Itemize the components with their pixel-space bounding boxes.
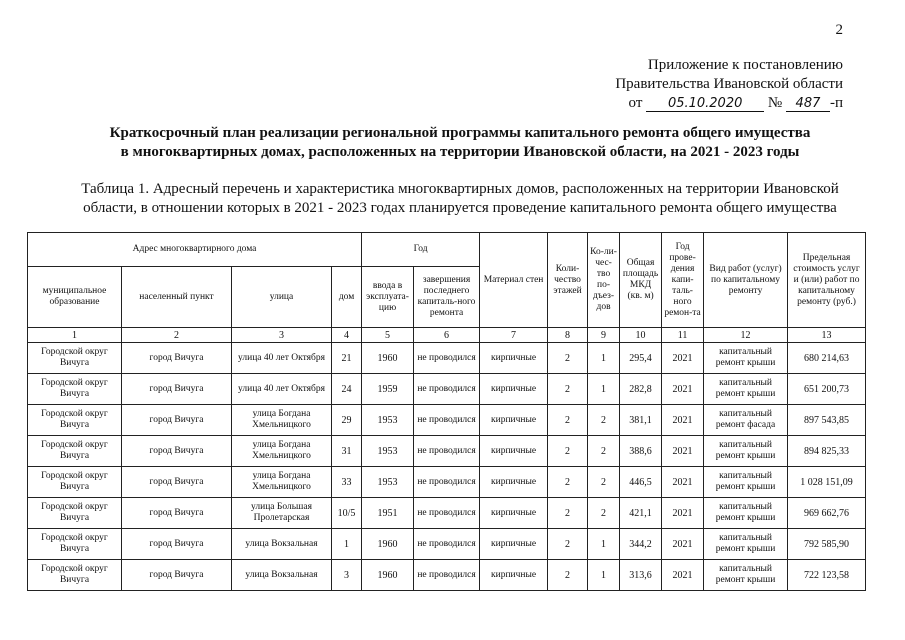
cell-work-type: капитальный ремонт крыши	[704, 467, 788, 498]
cell-settlement: город Вичуга	[122, 560, 232, 591]
table-caption-line-1: Таблица 1. Адресный перечень и характеристика многоквартирных домов, расположенных на территории Ивановской	[81, 181, 839, 197]
header-year-commission: ввода в эксплуата-цию	[362, 267, 414, 328]
table-row	[28, 467, 866, 498]
cell-cost: 969 662,76	[788, 498, 866, 529]
appendix-suffix: -п	[829, 95, 843, 111]
cell-last-repair: не проводился	[414, 498, 480, 529]
cell-municipality: Городской округ Вичуга	[28, 436, 122, 467]
header-work-type: Вид работ (услуг) по капитальному ремонту	[704, 233, 788, 328]
column-number: 6	[414, 328, 480, 343]
cell-area: 381,1	[620, 405, 662, 436]
cell-area: 313,6	[620, 560, 662, 591]
buildings-table	[27, 232, 866, 591]
cell-cost: 722 123,58	[788, 560, 866, 591]
cell-municipality: Городской округ Вичуга	[28, 498, 122, 529]
table-row	[28, 374, 866, 405]
header-area: Общая площадь МКД (кв. м)	[620, 233, 662, 328]
column-number: 11	[662, 328, 704, 343]
cell-work-type: капитальный ремонт крыши	[704, 374, 788, 405]
cell-wall-material: кирпичные	[480, 374, 548, 405]
cell-floors: 2	[548, 498, 588, 529]
cell-house: 29	[332, 405, 362, 436]
header-cost: Предельная стоимость услуг и (или) работ по капитальному ремонту (руб.)	[788, 233, 866, 328]
cell-repair-year: 2021	[662, 467, 704, 498]
appendix-number: 487	[786, 96, 830, 112]
cell-work-type: капитальный ремонт крыши	[704, 436, 788, 467]
cell-last-repair: не проводился	[414, 405, 480, 436]
column-number: 5	[362, 328, 414, 343]
cell-settlement: город Вичуга	[122, 405, 232, 436]
cell-area: 446,5	[620, 467, 662, 498]
document-title-line-2: в многоквартирных домах, расположенных на территории Ивановской области, на 2021 - 2023 годы	[120, 144, 800, 160]
cell-last-repair: не проводился	[414, 436, 480, 467]
column-number: 12	[704, 328, 788, 343]
cell-entrances: 2	[588, 467, 620, 498]
cell-floors: 2	[548, 529, 588, 560]
column-number: 8	[548, 328, 588, 343]
cell-street: улица 40 лет Октября	[232, 343, 332, 374]
cell-area: 344,2	[620, 529, 662, 560]
cell-floors: 2	[548, 436, 588, 467]
cell-house: 33	[332, 467, 362, 498]
cell-settlement: город Вичуга	[122, 467, 232, 498]
page-number: 2	[835, 22, 843, 38]
cell-settlement: город Вичуга	[122, 436, 232, 467]
cell-area: 295,4	[620, 343, 662, 374]
cell-floors: 2	[548, 467, 588, 498]
cell-street: улица Вокзальная	[232, 560, 332, 591]
appendix-date-line	[513, 94, 843, 113]
cell-work-type: капитальный ремонт крыши	[704, 560, 788, 591]
cell-floors: 2	[548, 560, 588, 591]
column-number: 7	[480, 328, 548, 343]
header-municipality: муниципальное образование	[28, 267, 122, 328]
cell-wall-material: кирпичные	[480, 405, 548, 436]
cell-wall-material: кирпичные	[480, 498, 548, 529]
cell-municipality: Городской округ Вичуга	[28, 374, 122, 405]
cell-year-commission: 1953	[362, 405, 414, 436]
cell-entrances: 1	[588, 560, 620, 591]
cell-house: 3	[332, 560, 362, 591]
appendix-date: 05.10.2020	[646, 96, 764, 112]
table-row	[28, 405, 866, 436]
table-caption	[60, 180, 860, 218]
header-wall-material: Материал стен	[480, 233, 548, 328]
header-house: дом	[332, 267, 362, 328]
cell-wall-material: кирпичные	[480, 560, 548, 591]
cell-work-type: капитальный ремонт крыши	[704, 343, 788, 374]
cell-last-repair: не проводился	[414, 374, 480, 405]
header-repair-year: Год прове-дения капи-таль-ного ремон-та	[662, 233, 704, 328]
cell-repair-year: 2021	[662, 343, 704, 374]
document-title-line-1: Краткосрочный план реализации региональной программы капитального ремонта общего имущества	[109, 125, 811, 141]
cell-cost: 680 214,63	[788, 343, 866, 374]
cell-entrances: 2	[588, 498, 620, 529]
cell-work-type: капитальный ремонт крыши	[704, 498, 788, 529]
cell-entrances: 1	[588, 529, 620, 560]
cell-wall-material: кирпичные	[480, 436, 548, 467]
cell-house: 10/5	[332, 498, 362, 529]
cell-last-repair: не проводился	[414, 343, 480, 374]
cell-settlement: город Вичуга	[122, 374, 232, 405]
cell-year-commission: 1959	[362, 374, 414, 405]
cell-cost: 897 543,85	[788, 405, 866, 436]
cell-settlement: город Вичуга	[122, 529, 232, 560]
cell-year-commission: 1960	[362, 343, 414, 374]
appendix-from-label: от	[628, 95, 643, 111]
cell-floors: 2	[548, 374, 588, 405]
cell-street: улица 40 лет Октября	[232, 374, 332, 405]
appendix-line-1: Приложение к постановлению	[647, 57, 843, 73]
cell-repair-year: 2021	[662, 560, 704, 591]
cell-municipality: Городской округ Вичуга	[28, 343, 122, 374]
cell-settlement: город Вичуга	[122, 498, 232, 529]
header-street: улица	[232, 267, 332, 328]
header-year-last-repair: завершения последнего капиталь-ного ремонта	[414, 267, 480, 328]
column-number: 3	[232, 328, 332, 343]
header-entrances: Ко-ли-чес-тво по-дъез-дов	[588, 233, 620, 328]
appendix-line-2: Правительства Ивановской области	[615, 76, 843, 92]
cell-year-commission: 1953	[362, 436, 414, 467]
cell-settlement: город Вичуга	[122, 343, 232, 374]
cell-area: 388,6	[620, 436, 662, 467]
cell-street: улица Богдана Хмельницкого	[232, 405, 332, 436]
cell-house: 31	[332, 436, 362, 467]
cell-cost: 651 200,73	[788, 374, 866, 405]
column-number: 2	[122, 328, 232, 343]
cell-work-type: капитальный ремонт крыши	[704, 529, 788, 560]
cell-street: улица Вокзальная	[232, 529, 332, 560]
cell-repair-year: 2021	[662, 436, 704, 467]
column-number: 13	[788, 328, 866, 343]
cell-cost: 894 825,33	[788, 436, 866, 467]
cell-area: 421,1	[620, 498, 662, 529]
cell-last-repair: не проводился	[414, 467, 480, 498]
table-row	[28, 343, 866, 374]
column-number: 10	[620, 328, 662, 343]
column-number: 4	[332, 328, 362, 343]
cell-floors: 2	[548, 405, 588, 436]
cell-year-commission: 1960	[362, 529, 414, 560]
cell-street: улица Богдана Хмельницкого	[232, 436, 332, 467]
cell-entrances: 2	[588, 436, 620, 467]
cell-entrances: 2	[588, 405, 620, 436]
cell-last-repair: не проводился	[414, 529, 480, 560]
cell-entrances: 1	[588, 374, 620, 405]
cell-municipality: Городской округ Вичуга	[28, 467, 122, 498]
column-number: 1	[28, 328, 122, 343]
cell-street: улица Богдана Хмельницкого	[232, 467, 332, 498]
cell-municipality: Городской округ Вичуга	[28, 560, 122, 591]
cell-wall-material: кирпичные	[480, 467, 548, 498]
header-settlement: населенный пункт	[122, 267, 232, 328]
cell-wall-material: кирпичные	[480, 343, 548, 374]
cell-municipality: Городской округ Вичуга	[28, 529, 122, 560]
cell-repair-year: 2021	[662, 529, 704, 560]
appendix-block	[513, 56, 843, 113]
cell-repair-year: 2021	[662, 405, 704, 436]
cell-year-commission: 1960	[362, 560, 414, 591]
cell-cost: 792 585,90	[788, 529, 866, 560]
cell-last-repair: не проводился	[414, 560, 480, 591]
cell-house: 24	[332, 374, 362, 405]
cell-year-commission: 1953	[362, 467, 414, 498]
header-floors: Коли-чество этажей	[548, 233, 588, 328]
table-row	[28, 560, 866, 591]
column-number: 9	[588, 328, 620, 343]
cell-floors: 2	[548, 343, 588, 374]
table-body	[28, 343, 866, 591]
cell-area: 282,8	[620, 374, 662, 405]
header-address-group: Адрес многоквартирного дома	[28, 233, 362, 267]
appendix-number-sign: №	[767, 95, 783, 111]
cell-year-commission: 1951	[362, 498, 414, 529]
table-row	[28, 498, 866, 529]
cell-house: 21	[332, 343, 362, 374]
cell-municipality: Городской округ Вичуга	[28, 405, 122, 436]
cell-entrances: 1	[588, 343, 620, 374]
cell-street: улица Большая Пролетарская	[232, 498, 332, 529]
cell-house: 1	[332, 529, 362, 560]
table-row	[28, 436, 866, 467]
cell-wall-material: кирпичные	[480, 529, 548, 560]
header-year-group: Год	[362, 233, 480, 267]
cell-repair-year: 2021	[662, 498, 704, 529]
cell-repair-year: 2021	[662, 374, 704, 405]
cell-work-type: капитальный ремонт фасада	[704, 405, 788, 436]
table-row	[28, 529, 866, 560]
document-title	[60, 124, 860, 162]
table-caption-line-2: области, в отношении которых в 2021 - 2023 годах планируется проведение капитального ремонта общего имущества	[83, 200, 837, 216]
cell-cost: 1 028 151,09	[788, 467, 866, 498]
